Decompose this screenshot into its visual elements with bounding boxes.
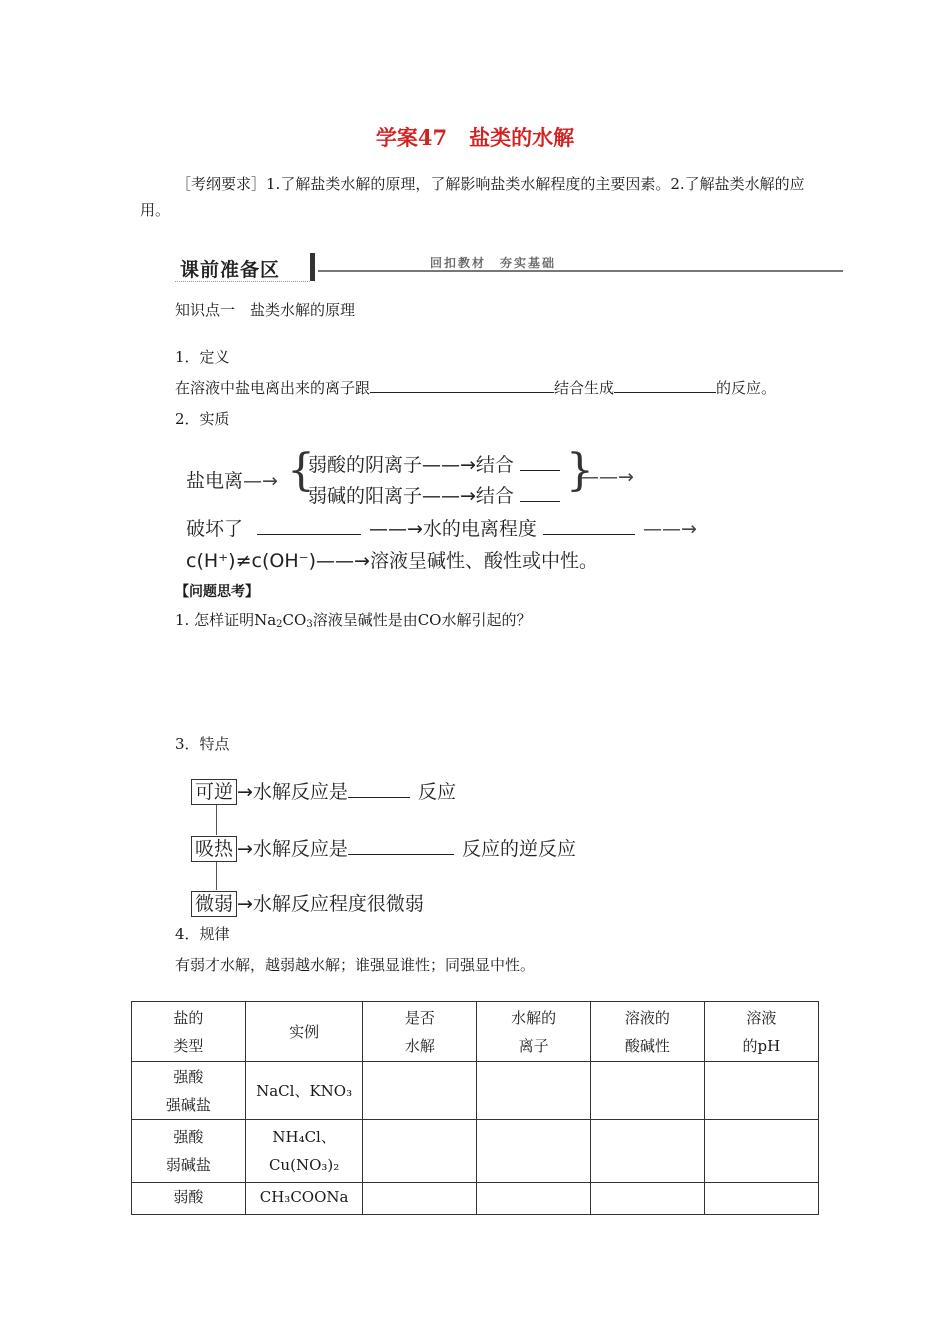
blank-8[interactable] xyxy=(348,839,454,855)
table-header-row xyxy=(132,1002,819,1062)
exam-requirements: ［考纲要求］1.了解盐类水解的原理，了解影响盐类水解程度的主要因素。2.了解盐类水解的应用。 xyxy=(140,175,805,219)
header-ions: 水解的 离子 xyxy=(477,1002,591,1062)
banner-underline xyxy=(175,281,310,282)
blank-2[interactable] xyxy=(614,377,716,393)
rules-text: 有弱才水解，越弱越水解；谁强显谁性；同强显中性。 xyxy=(175,956,536,974)
left-brace: { xyxy=(287,445,315,496)
table-row: 强酸 强碱盐 NaCl、KNO₃ xyxy=(132,1062,819,1120)
connector-1 xyxy=(216,805,217,835)
blank-5[interactable] xyxy=(257,519,361,535)
blank-4[interactable] xyxy=(520,486,560,502)
header-example: 实例 xyxy=(245,1002,363,1062)
essence-row-3: 破坏了 ——→水的电离程度 ——→ xyxy=(186,518,697,540)
feature-endothermic: 吸热 →水解反应是 反应的逆反应 xyxy=(191,834,576,862)
essence-row-4: c(H⁺)≠c(OH⁻)——→溶液呈碱性、酸性或中性。 xyxy=(186,550,598,572)
essence-arrow: ——→ xyxy=(580,466,634,488)
blank-3[interactable] xyxy=(520,455,560,471)
essence-row-2: 弱碱的阳离子——→结合 xyxy=(308,481,560,508)
heading-features: 3．特点 xyxy=(175,735,230,753)
definition-text: 在溶液中盐电离出来的离子跟 结合生成 的反应。 xyxy=(175,379,777,397)
table-row: 弱酸 CH₃COONa xyxy=(132,1183,819,1215)
heading-definition: 1．定义 xyxy=(175,348,230,366)
lesson-number: 学案47 xyxy=(375,125,448,150)
essence-lhs: 盐电离—→ xyxy=(186,470,278,492)
banner-label: 课前准备区 xyxy=(180,259,281,281)
banner-bar xyxy=(310,253,315,281)
connector-2 xyxy=(216,862,217,890)
blank-1[interactable] xyxy=(370,377,554,393)
header-hydrolyzes: 是否 水解 xyxy=(363,1002,477,1062)
question-1: 1. 怎样证明$Na_2CO_3$溶液呈碱性是由CO水解引起的？ xyxy=(175,611,532,630)
header-salt-type: 盐的 类型 xyxy=(132,1002,246,1062)
section-banner xyxy=(175,250,845,284)
page-title xyxy=(0,122,950,152)
banner-line xyxy=(318,270,843,272)
knowledge-point: 知识点一 盐类水解的原理 xyxy=(175,301,356,319)
feature-reversible: 可逆 →水解反应是 反应 xyxy=(191,777,456,805)
table-row: 强酸 弱碱盐 NH₄Cl、 Cu(NO₃)₂ xyxy=(132,1120,819,1183)
blank-6[interactable] xyxy=(543,519,635,535)
heading-essence: 2．实质 xyxy=(175,410,230,428)
question-heading: 【问题思考】 xyxy=(175,584,259,600)
header-ph: 溶液 的pH xyxy=(704,1002,818,1062)
banner-subtitle: 回扣教材 夯实基础 xyxy=(430,256,557,270)
lesson-name: 盐类的水解 xyxy=(469,125,575,150)
right-brace: } xyxy=(566,445,594,496)
heading-rules: 4．规律 xyxy=(175,925,230,943)
hydrolysis-table xyxy=(131,1001,819,1215)
blank-7[interactable] xyxy=(348,782,410,798)
essence-row-1: 弱酸的阴离子——→结合 xyxy=(308,450,560,477)
feature-weak: 微弱 →水解反应程度很微弱 xyxy=(191,889,424,917)
header-acidity: 溶液的 酸碱性 xyxy=(591,1002,705,1062)
